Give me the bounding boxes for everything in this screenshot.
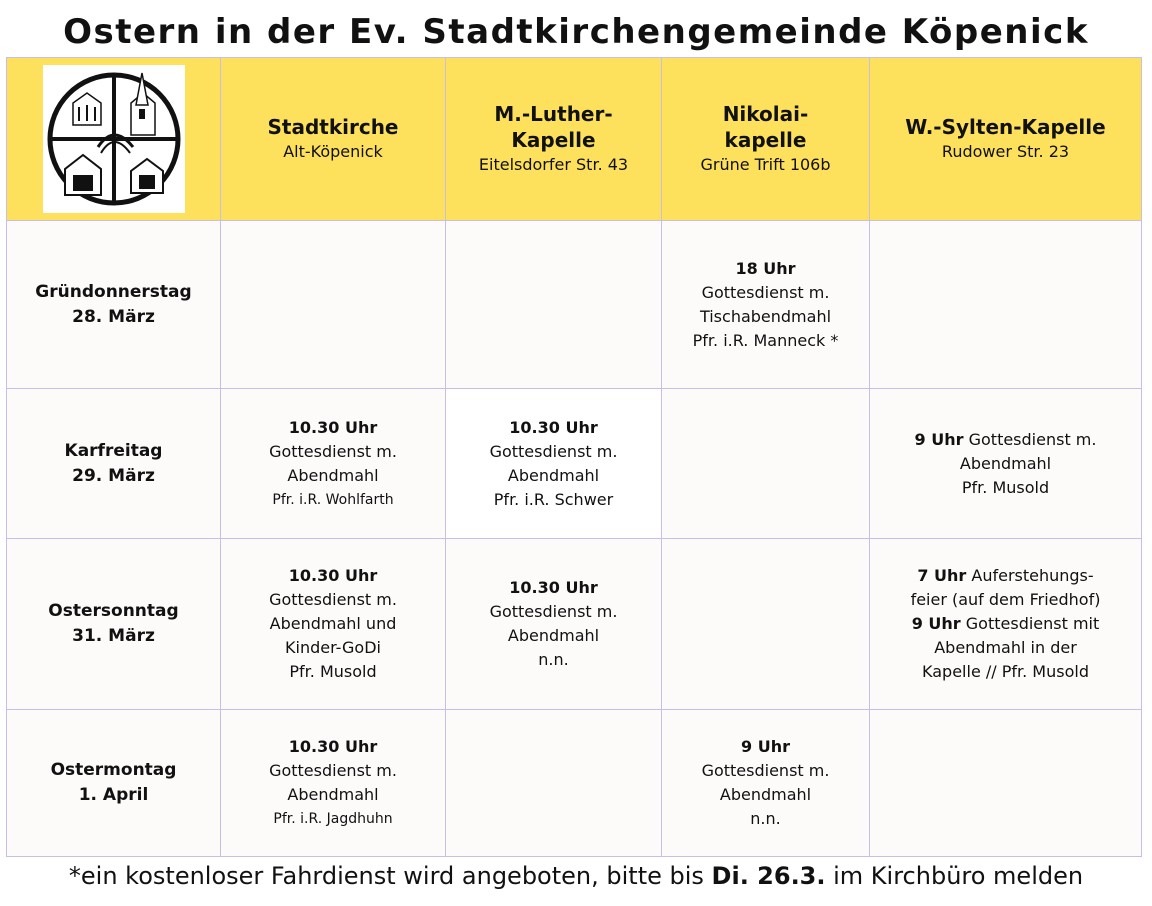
service-line: feier (auf dem Friedhof) bbox=[910, 590, 1101, 609]
page-title: Ostern in der Ev. Stadtkirchengemeinde Köpenick bbox=[63, 12, 1089, 52]
day-cell bbox=[6, 220, 221, 389]
service-line: Gottesdienst m. bbox=[489, 602, 618, 621]
day-date: 29. März bbox=[72, 465, 155, 486]
service-line: Gottesdienst m. bbox=[489, 441, 618, 461]
service-pastor: Pfr. i.R. Manneck * bbox=[692, 330, 839, 350]
church-logo-icon bbox=[43, 65, 185, 213]
service-line: Abendmahl in der bbox=[934, 638, 1077, 657]
day-name: Gründonnerstag bbox=[35, 281, 192, 302]
footnote bbox=[0, 862, 1152, 890]
service-pastor: n.n. bbox=[538, 650, 569, 669]
day-date: 1. April bbox=[78, 785, 149, 805]
service-line: Gottesdienst m. bbox=[269, 761, 397, 780]
day-cell bbox=[6, 388, 221, 539]
service-time: 10.30 Uhr bbox=[509, 417, 598, 437]
column-address: Rudower Str. 23 bbox=[941, 142, 1070, 161]
service-line: Abendmahl und bbox=[269, 614, 397, 633]
service-cell bbox=[220, 709, 446, 857]
service-cell bbox=[220, 538, 446, 710]
service-cell-empty bbox=[661, 388, 870, 539]
column-name: W.-Sylten-Kapelle bbox=[905, 115, 1106, 139]
day-cell bbox=[6, 538, 221, 710]
service-line: Gottesdienst m. bbox=[701, 761, 830, 780]
service-time: 10.30 Uhr bbox=[509, 578, 598, 597]
column-header-luther bbox=[445, 57, 662, 221]
service-line: Abendmahl bbox=[507, 465, 600, 485]
service-cell-empty bbox=[661, 538, 870, 710]
service-cell bbox=[869, 538, 1142, 710]
logo-cell bbox=[6, 57, 221, 221]
service-cell-empty bbox=[869, 709, 1142, 857]
service-cell bbox=[869, 388, 1142, 539]
service-time: 10.30 Uhr bbox=[288, 737, 378, 756]
service-pastor: Pfr. Musold bbox=[289, 662, 377, 681]
service-cell bbox=[445, 538, 662, 710]
service-cell-empty bbox=[869, 220, 1142, 389]
service-cell bbox=[661, 220, 870, 389]
service-pastor: Pfr. i.R. Schwer bbox=[493, 489, 614, 509]
service-line bbox=[915, 428, 1097, 452]
service-line: Tischabendmahl bbox=[699, 306, 832, 326]
service-pastor: Pfr. i.R. Wohlfarth bbox=[272, 491, 394, 508]
service-text: Gottesdienst m. bbox=[963, 429, 1097, 449]
column-header-stadtkirche bbox=[220, 57, 446, 221]
day-date: 28. März bbox=[72, 306, 155, 327]
service-line: Abendmahl bbox=[507, 626, 600, 645]
column-header-sylten bbox=[869, 57, 1142, 221]
service-time: 9 Uhr bbox=[741, 737, 790, 756]
column-address: Alt-Köpenick bbox=[283, 142, 383, 161]
footnote-text: im Kirchbüro melden bbox=[825, 862, 1084, 890]
service-cell-empty bbox=[445, 220, 662, 389]
service-pastor: Pfr. Musold bbox=[961, 477, 1050, 497]
service-line: Gottesdienst m. bbox=[701, 282, 830, 302]
service-pastor: n.n. bbox=[750, 809, 781, 828]
service-time: 7 Uhr bbox=[917, 566, 967, 585]
service-line: Gottesdienst m. bbox=[269, 441, 397, 461]
day-date: 31. März bbox=[72, 626, 155, 646]
day-cell bbox=[6, 709, 221, 857]
service-line: Gottesdienst m. bbox=[269, 590, 397, 609]
service-line: Abendmahl bbox=[287, 465, 379, 485]
service-cell-empty bbox=[220, 220, 446, 389]
service-cell-empty bbox=[445, 709, 662, 857]
footnote-text: *ein kostenloser Fahrdienst wird angeboten, bitte bis bbox=[68, 862, 712, 890]
service-line: Abendmahl bbox=[959, 453, 1052, 473]
service-line: Abendmahl bbox=[287, 785, 379, 804]
service-line bbox=[917, 564, 1093, 588]
day-name: Karfreitag bbox=[64, 440, 163, 461]
service-cell bbox=[445, 388, 662, 539]
service-time: 10.30 Uhr bbox=[288, 566, 378, 585]
service-cell bbox=[661, 709, 870, 857]
column-name: Stadtkirche bbox=[267, 115, 399, 139]
service-text: Auferstehungs- bbox=[966, 566, 1094, 585]
column-header-nikolai bbox=[661, 57, 870, 221]
service-time: 9 Uhr bbox=[914, 429, 964, 449]
column-name: Nikolai-kapelle bbox=[722, 102, 809, 152]
service-cell bbox=[220, 388, 446, 539]
service-pastor: Pfr. i.R. Jagdhuhn bbox=[273, 811, 393, 827]
column-address: Grüne Trift 106b bbox=[700, 155, 831, 174]
day-name: Ostermontag bbox=[50, 760, 177, 780]
service-pastor: Kapelle // Pfr. Musold bbox=[922, 662, 1089, 681]
column-address: Eitelsdorfer Str. 43 bbox=[478, 155, 629, 174]
service-time: 10.30 Uhr bbox=[288, 417, 378, 437]
service-line bbox=[912, 612, 1100, 636]
column-name: M.-Luther-Kapelle bbox=[494, 102, 613, 152]
service-line: Kinder-GoDi bbox=[285, 638, 381, 657]
day-name: Ostersonntag bbox=[48, 601, 179, 621]
service-text: Gottesdienst mit bbox=[960, 614, 1100, 633]
service-time: 18 Uhr bbox=[735, 258, 796, 278]
service-line: Abendmahl bbox=[719, 785, 812, 804]
service-time: 9 Uhr bbox=[911, 614, 961, 633]
footnote-deadline: Di. 26.3. bbox=[711, 862, 826, 890]
